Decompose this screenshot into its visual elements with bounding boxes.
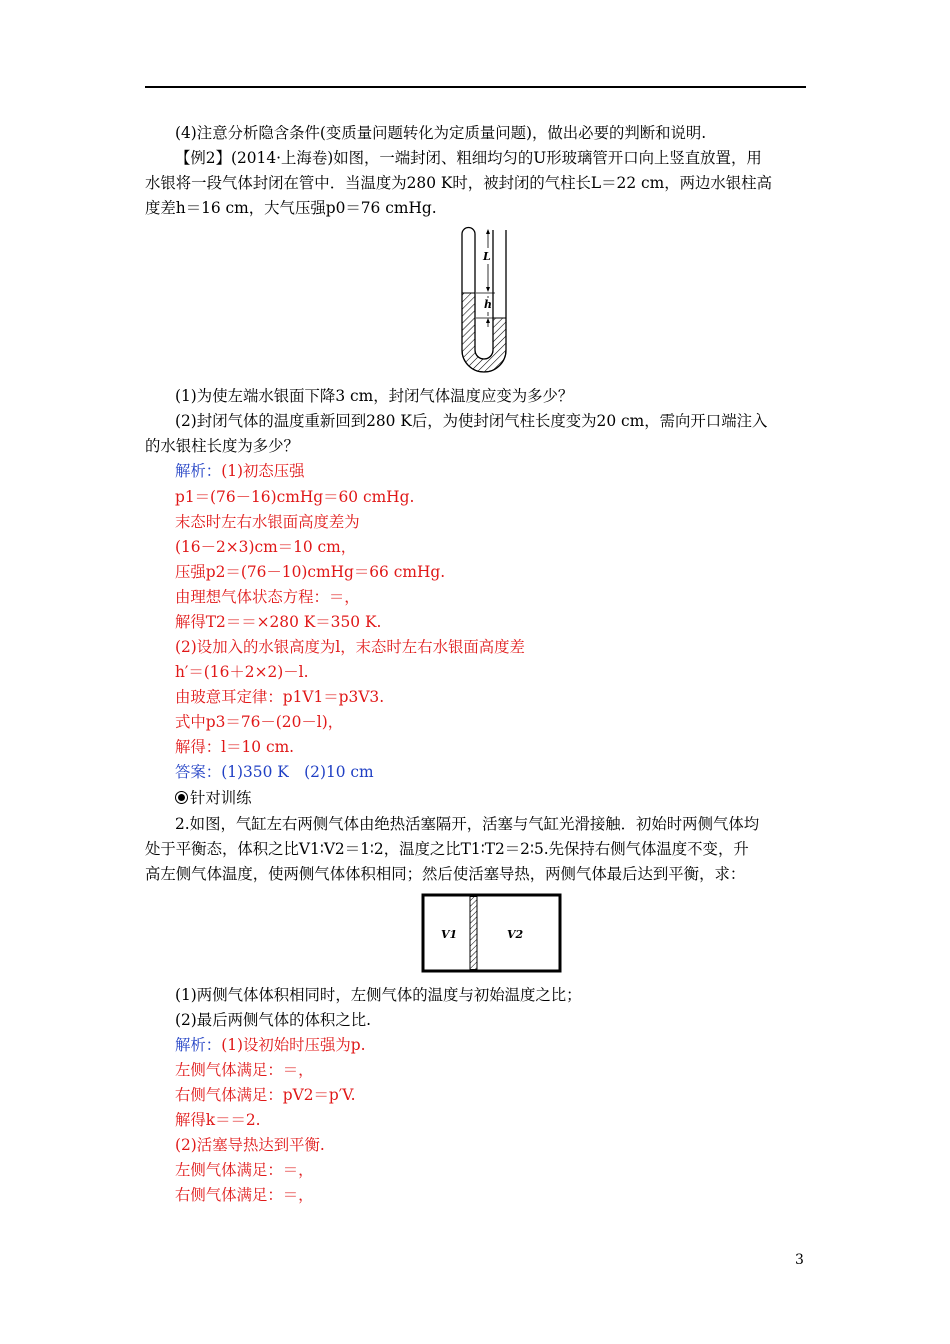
training-line-2: 处于平衡态，体积之比V1∶V2＝1∶2，温度之比T1∶T2＝2∶5.先保持右侧气体温度不变，升 — [145, 840, 749, 858]
question-1: (1)为使左端水银面下降3 cm，封闭气体温度应变为多少？ — [175, 387, 574, 405]
page-number: 3 — [795, 1252, 804, 1268]
solution-1-line-8: (2)设加入的水银高度为l，末态时左右水银面高度差 — [175, 638, 525, 656]
header-rule — [145, 86, 806, 88]
solution-1-line-5: 压强p2＝(76－10)cmHg＝66 cmHg. — [175, 563, 446, 581]
solution-2-line-2: 左侧气体满足：＝， — [175, 1061, 314, 1079]
answer-label: 答案： — [175, 763, 222, 781]
solution-2-line-6: 左侧气体满足：＝， — [175, 1161, 314, 1179]
question-2-line-2: 的水银柱长度为多少？ — [145, 437, 299, 455]
label-v2: V2 — [507, 928, 524, 941]
solution-1-line-6: 由理想气体状态方程：＝， — [175, 588, 360, 606]
u-tube-figure — [455, 224, 530, 378]
training-question-1: (1)两侧气体体积相同时，左侧气体的温度与初始温度之比； — [175, 986, 582, 1004]
solution-1-line-9: h′＝(16＋2×2)－l. — [175, 663, 309, 681]
solution-2-line-5: (2)活塞导热达到平衡. — [175, 1136, 325, 1154]
piston — [470, 897, 477, 970]
solution-2-line-7: 右侧气体满足：＝， — [175, 1186, 314, 1204]
note-para-4: (4)注意分析隐含条件(变质量问题转化为定质量问题)，做出必要的判断和说明. — [175, 124, 707, 142]
training-line-3: 高左侧气体温度，使两侧气体体积相同；然后使活塞导热，两侧气体最后达到平衡，求： — [145, 865, 746, 883]
label-L: L — [483, 250, 491, 263]
solution-2-line-1: 解析：(1)设初始时压强为p. — [175, 1036, 366, 1054]
bullet-icon — [175, 791, 188, 804]
solution-2-line-4: 解得k＝＝2. — [175, 1111, 261, 1129]
question-2-line-1: (2)封闭气体的温度重新回到280 K后，为使封闭气柱长度变为20 cm，需向开口端注入 — [175, 412, 768, 430]
cylinder-figure — [421, 893, 563, 973]
label-v1: V1 — [441, 928, 458, 941]
training-question-2: (2)最后两侧气体的体积之比. — [175, 1011, 371, 1029]
example-label: 【例2】 — [175, 149, 231, 167]
solution-2-label: 解析： — [175, 1036, 222, 1054]
solution-1-line-2: p1＝(76－16)cmHg＝60 cmHg. — [175, 488, 415, 506]
training-heading: 针对训练 — [175, 788, 252, 808]
example-2-line-1: 【例2】(2014·上海卷)如图，一端封闭、粗细均匀的U形玻璃管开口向上竖直放置，用 — [175, 149, 762, 167]
solution-label: 解析： — [175, 462, 222, 480]
solution-1-line-7: 解得T2＝＝×280 K＝350 K. — [175, 613, 382, 631]
solution-2-line-3: 右侧气体满足：pV2＝p′V. — [175, 1086, 356, 1104]
answer-line: 答案：(1)350 K (2)10 cm — [175, 763, 374, 781]
solution-1-line-1: 解析：(1)初态压强 — [175, 462, 305, 480]
example-2-line-3: 度差h＝16 cm，大气压强p0＝76 cmHg. — [145, 199, 437, 217]
label-h: h — [484, 298, 492, 311]
training-line-1: 2.如图，气缸左右两侧气体由绝热活塞隔开，活塞与气缸光滑接触．初始时两侧气体均 — [175, 815, 760, 833]
solution-1-line-10: 由玻意耳定律：p1V1＝p3V3. — [175, 688, 385, 706]
solution-1-line-12: 解得：l＝10 cm. — [175, 738, 295, 756]
solution-1-line-11: 式中p3＝76－(20－l)， — [175, 713, 344, 731]
solution-1-line-4: (16－2×3)cm＝10 cm， — [175, 538, 357, 556]
solution-1-line-3: 末态时左右水银面高度差为 — [175, 513, 360, 531]
example-2-line-2: 水银将一段气体封闭在管中．当温度为280 K时，被封闭的气柱长L＝22 cm，两边水银柱高 — [145, 174, 772, 192]
